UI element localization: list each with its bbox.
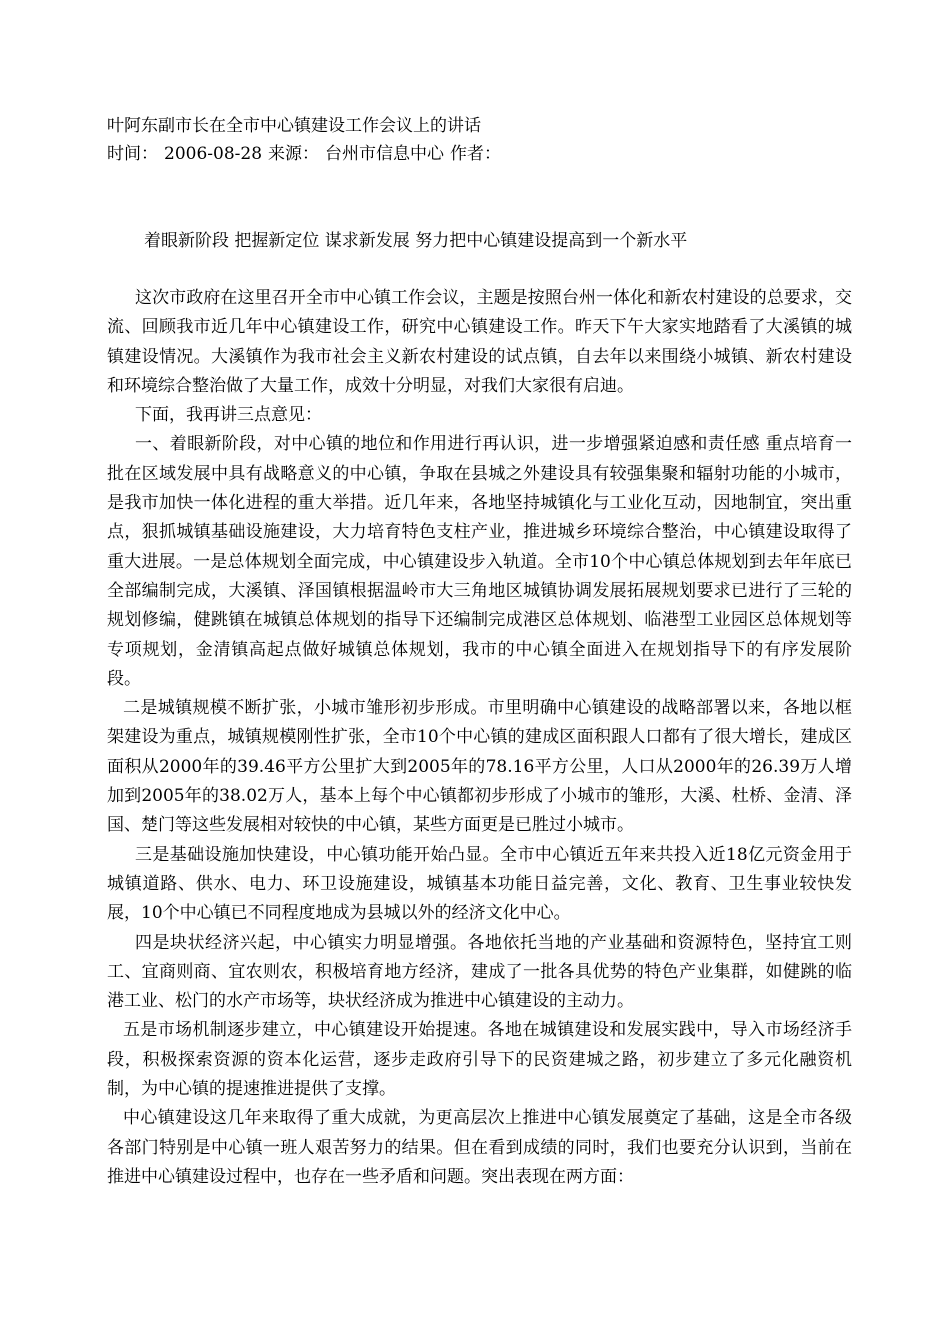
paragraph: 二是城镇规模不断扩张，小城市雏形初步形成。市里明确中心镇建设的战略部署以来，各地以框架建设为重点，城镇规模刚性扩张，全市10个中心镇的建成区面积跟人口都有了很大增长，建成区面积从2000年的39.46平方公里扩大到2005年的78.16平方公里，人口从2000年的26.39万人增加到2005年的38.02万人，基本上每个中心镇都初步形成了小城市的雏形，大溪、杜桥、金清、泽国、楚门等这些发展相对较快的中心镇，某些方面更是已胜过小城市。 bbox=[107, 698, 852, 836]
speech-subtitle: 着眼新阶段 把握新定位 谋求新发展 努力把中心镇建设提高到一个新水平 bbox=[144, 231, 688, 251]
paragraph: 五是市场机制逐步建立，中心镇建设开始提速。各地在城镇建设和发展实践中，导入市场经济手段，积极探索资源的资本化运营，逐步走政府引导下的民资建城之路，初步建立了多元化融资机制，为中心镇的提速推进提供了支撑。 bbox=[107, 1020, 852, 1100]
document-body bbox=[107, 284, 852, 1192]
meta-source-label: 来源： bbox=[268, 144, 320, 164]
paragraph: 下面，我再讲三点意见： bbox=[135, 405, 322, 426]
document-meta bbox=[107, 140, 852, 168]
meta-source-value: 台州市信息中心 bbox=[325, 144, 445, 164]
paragraph: 这次市政府在这里召开全市中心镇工作会议，主题是按照台州一体化和新农村建设的总要求，交流、回顾我市近几年中心镇建设工作，研究中心镇建设工作。昨天下午大家实地踏看了大溪镇的城镇建设情况。大溪镇作为我市社会主义新农村建设的试点镇，自去年以来围绕小城镇、新农村建设和环境综合整治做了大量工作，成效十分明显，对我们大家很有启迪。 bbox=[107, 288, 852, 396]
paragraph: 三是基础设施加快建设，中心镇功能开始凸显。全市中心镇近五年来共投入近18亿元资金用于城镇道路、供水、电力、环卫设施建设，城镇基本功能日益完善，文化、教育、卫生事业较快发展，10个中心镇已不同程度地成为县城以外的经济文化中心。 bbox=[107, 844, 852, 924]
meta-time-value: 2006-08-28 bbox=[164, 144, 263, 164]
document-title: 叶阿东副市长在全市中心镇建设工作会议上的讲话 bbox=[107, 116, 481, 136]
paragraph: 中心镇建设这几年来取得了重大成就，为更高层次上推进中心镇发展奠定了基础，这是全市各级各部门特别是中心镇一班人艰苦努力的结果。但在看到成绩的同时，我们也要充分认识到，当前在推进中心镇建设过程中，也存在一些矛盾和问题。突出表现在两方面： bbox=[107, 1108, 852, 1187]
paragraph: 四是块状经济兴起，中心镇实力明显增强。各地依托当地的产业基础和资源特色，坚持宜工则工、宜商则商、宜农则农，积极培育地方经济，建成了一批各具优势的特色产业集群，如健跳的临港工业、松门的水产市场等，块状经济成为推进中心镇建设的主动力。 bbox=[107, 932, 852, 1012]
document-page bbox=[107, 112, 852, 1187]
meta-author-label: 作者： bbox=[450, 144, 502, 164]
paragraph: 一、着眼新阶段，对中心镇的地位和作用进行再认识，进一步增强紧迫感和责任感 重点培育一批在区域发展中具有战略意义的中心镇，争取在县城之外建设具有较强集聚和辐射功能的小城市，是我市加快一体化进程的重大举措。近几年来，各地坚持城镇化与工业化互动，因地制宜，突出重点，狠抓城镇基础设施建设，大力培育特色支柱产业，推进城乡环境综合整治，中心镇建设取得了重大进展。一是总体规划全面完成，中心镇建设步入轨道。全市10个中心镇总体规划到去年年底已全部编制完成，大溪镇、泽国镇根据温岭市大三角地区城镇协调发展拓展规划要求已进行了三轮的规划修编，健跳镇在城镇总体规划的指导下还编制完成港区总体规划、临港型工业园区总体规划等专项规划，金清镇高起点做好城镇总体规划，我市的中心镇全面进入在规划指导下的有序发展阶段。 bbox=[107, 434, 852, 689]
meta-time-label: 时间： bbox=[107, 144, 158, 164]
